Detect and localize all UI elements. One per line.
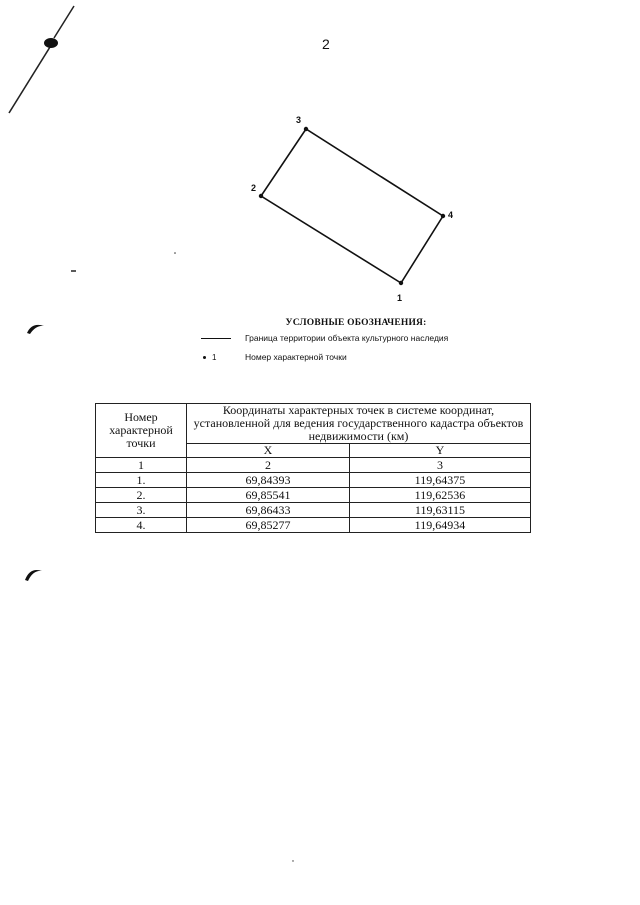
point-label-1: 1 [397,293,403,303]
x-coordinate-cell: 69,85277 [187,518,350,533]
territory-boundary-plan [240,110,470,305]
scan-dot-mark [174,252,176,254]
table-row [96,473,531,488]
y-coordinate-cell: 119,62536 [349,488,530,503]
table-row [96,518,531,533]
header-x: X [187,444,350,458]
column-index: 2 [187,458,350,473]
point-label-2: 2 [251,183,257,193]
header-point-number: Номер характерной точки [96,404,187,458]
point-number-cell: 4. [96,518,187,533]
x-coordinate-cell: 69,86433 [187,503,350,518]
legend-item-text: Граница территории объекта культурного наследия [245,333,449,343]
y-coordinate-cell: 119,64934 [349,518,530,533]
point-symbol-label: 1 [212,352,217,362]
scan-line-mark [9,47,50,113]
header-coordinates: Координаты характерных точек в системе координат, установленной для ведения государственного кадастра объектов недвижимости (км) [187,404,531,444]
boundary-point-2 [259,194,263,198]
territory-boundary-polygon [261,129,443,283]
table-row [96,488,531,503]
legend-item-text: Номер характерной точки [245,352,347,362]
legend-title: УСЛОВНЫЕ ОБОЗНАЧЕНИЯ: [285,318,427,328]
scan-hook-mark [25,570,42,581]
legend [196,318,486,364]
scan-blot-mark [44,38,58,48]
point-label-4: 4 [448,210,454,220]
boundary-point-1 [399,281,403,285]
x-coordinate-cell: 69,84393 [187,473,350,488]
table-row [96,503,531,518]
scan-line-mark [54,6,74,38]
y-coordinate-cell: 119,63115 [349,503,530,518]
header-y: Y [349,444,530,458]
point-number-cell: 3. [96,503,187,518]
y-coordinate-cell: 119,64375 [349,473,530,488]
point-label-3: 3 [296,115,302,125]
coordinates-table [95,403,531,533]
column-index: 3 [349,458,530,473]
legend-item-point [196,350,486,364]
scan-dot-mark [292,860,293,861]
column-index-row [96,458,531,473]
point-symbol [201,353,231,362]
boundary-line-symbol [201,338,231,339]
point-number-cell: 1. [96,473,187,488]
point-number-cell: 2. [96,488,187,503]
scan-hook-mark [27,325,44,334]
column-index: 1 [96,458,187,473]
point-dot-icon [203,356,206,359]
page-number: 2 [322,36,330,52]
x-coordinate-cell: 69,85541 [187,488,350,503]
legend-item-boundary [196,331,486,345]
boundary-point-3 [304,127,308,131]
boundary-point-4 [441,214,445,218]
